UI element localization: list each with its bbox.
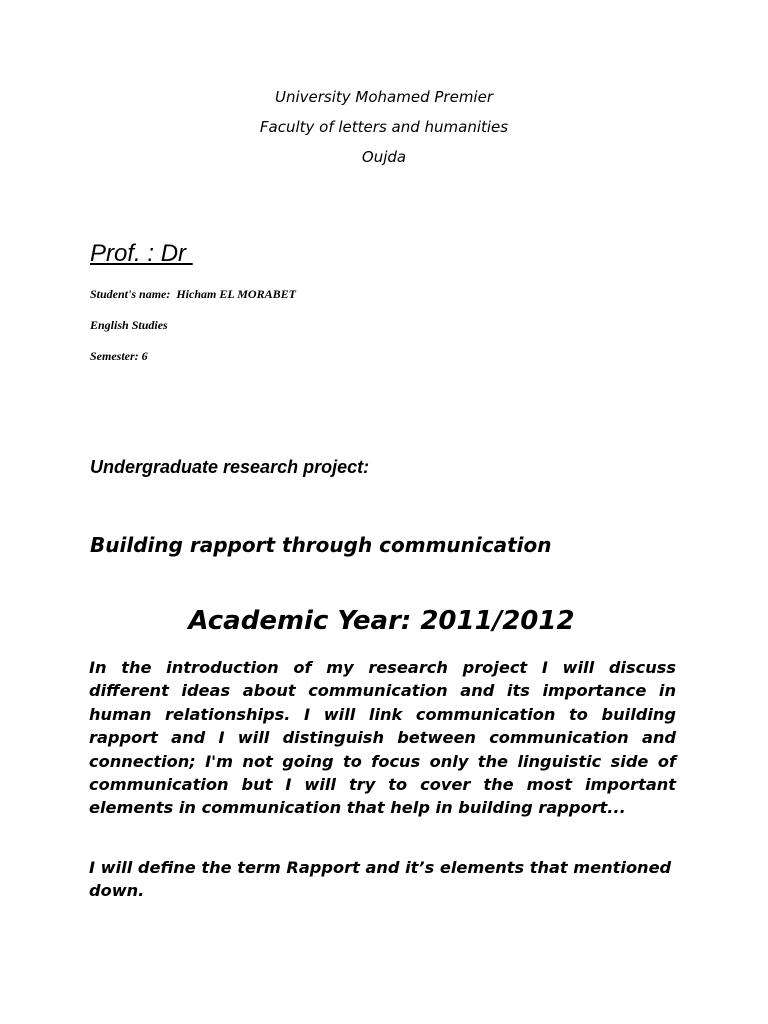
- professor-line: Prof. : Dr: [90, 240, 193, 267]
- faculty-name: Faculty of letters and humanities: [259, 118, 509, 136]
- program-line: English Studies: [90, 318, 168, 332]
- academic-year: Academic Year: 2011/2012: [188, 606, 575, 636]
- project-label: Undergraduate research project:: [90, 457, 370, 477]
- university-name: University Mohamed Premier: [275, 88, 493, 106]
- city-name: Oujda: [361, 148, 407, 166]
- intro-paragraph: In the introduction of my research project I will discuss different ideas about communication and its importance in human relationships. I will link communication to building rapport and I will distinguish between communication and connection; I'm not going to focus only the linguistic side of communication but I will try to cover the most important elements in communication that help in building rapport...: [89, 658, 676, 818]
- student-name-line: Student's name: Hicham EL MORABET: [90, 287, 296, 301]
- semester-line: Semester: 6: [90, 349, 148, 363]
- definition-paragraph: I will define the term Rapport and it’s elements that mentioned down.: [89, 858, 672, 901]
- project-title: Building rapport through communication: [90, 533, 552, 557]
